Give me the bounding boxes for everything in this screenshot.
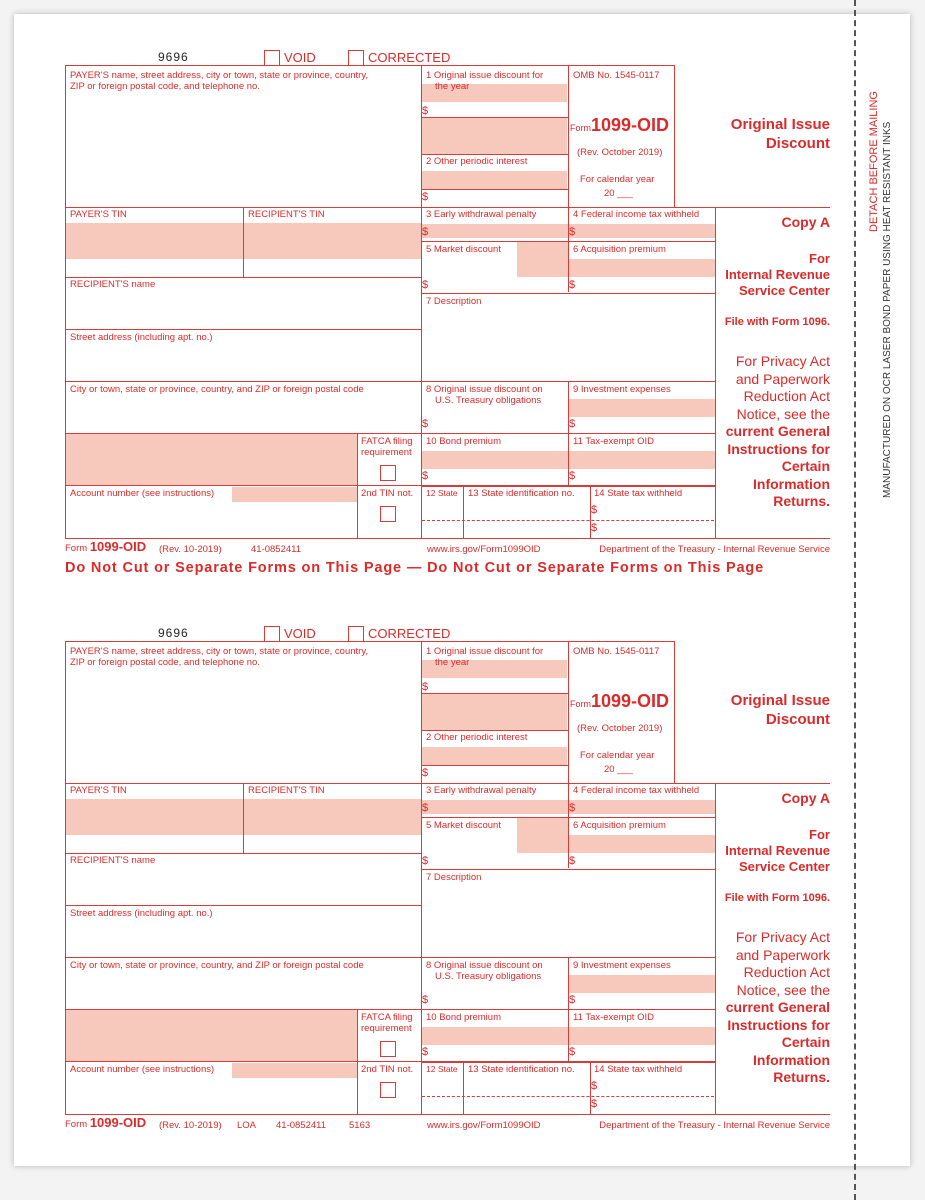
box2-field[interactable] <box>422 747 567 765</box>
fatca-label: FATCA filing <box>361 436 413 447</box>
fatca-label: FATCA filing <box>361 1012 413 1023</box>
omb-number: OMB No. 1545-0117 <box>573 70 660 81</box>
box11-label: 11 Tax-exempt OID <box>573 1012 654 1023</box>
rule <box>421 241 715 242</box>
void-checkbox[interactable] <box>264 50 280 66</box>
footer-form-name: 1099-OID <box>89 1115 147 1130</box>
form-code: 9696 <box>158 626 189 640</box>
dollar-sign: $ <box>422 767 429 779</box>
file-with: File with Form 1096. <box>724 892 830 904</box>
dollar-sign: $ <box>569 994 576 1006</box>
footer-form-name: 1099-OID <box>89 539 147 554</box>
rule <box>65 538 830 539</box>
account-number-field[interactable] <box>232 1063 357 1078</box>
box5-field[interactable] <box>517 817 568 853</box>
dollar-sign: $ <box>569 855 576 867</box>
dollar-sign: $ <box>569 802 576 814</box>
dollar-sign: $ <box>422 470 429 482</box>
street-label: Street address (including apt. no.) <box>70 908 213 919</box>
box9-field[interactable] <box>569 975 715 993</box>
rule <box>421 154 568 155</box>
rule <box>421 293 715 294</box>
dollar-sign: $ <box>569 418 576 430</box>
box5-label: 5 Market discount <box>426 244 501 255</box>
box12-label: 12 State <box>426 488 458 498</box>
dollar-sign: $ <box>569 279 576 291</box>
perforation-line[interactable] <box>854 0 856 1200</box>
box8-label-2: U.S. Treasury obligations <box>435 395 542 406</box>
privacy-bold-line: Returns. <box>773 493 830 509</box>
dollar-sign: $ <box>422 802 429 814</box>
rule <box>65 853 421 854</box>
rule <box>243 207 244 277</box>
second-tin-label: 2nd TIN not. <box>361 488 414 499</box>
rule <box>715 207 716 538</box>
form-word: Form <box>570 699 591 709</box>
city-label: City or town, state or province, country, and ZIP or foreign postal code <box>70 960 364 971</box>
rule <box>422 520 714 522</box>
box8-label: 8 Original issue discount on <box>426 384 543 395</box>
rule <box>421 869 715 870</box>
form-title-2: Discount <box>765 711 830 728</box>
box3-field[interactable] <box>422 800 568 814</box>
rule <box>421 641 422 1114</box>
fatca-label-2: requirement <box>361 447 412 458</box>
account-number-field[interactable] <box>232 487 357 502</box>
file-with: File with Form 1096. <box>724 316 830 328</box>
corrected-checkbox[interactable] <box>348 626 364 642</box>
form-1099-oid-top <box>65 50 830 555</box>
void-checkbox[interactable] <box>264 626 280 642</box>
recipient-tin-label: RECIPIENT'S TIN <box>248 785 325 796</box>
dollar-sign: $ <box>422 855 429 867</box>
box13-label: 13 State identification no. <box>468 488 575 499</box>
box2-field[interactable] <box>422 171 567 189</box>
rule <box>65 957 715 958</box>
box4-label: 4 Federal income tax withheld <box>573 785 700 796</box>
fatca-checkbox[interactable] <box>380 1041 396 1057</box>
revision-date: (Rev. October 2019) <box>577 723 663 734</box>
box13-label: 13 State identification no. <box>468 1064 575 1075</box>
box1-amount-field[interactable] <box>422 694 567 730</box>
box3-label: 3 Early withdrawal penalty <box>426 785 537 796</box>
rule <box>674 65 675 207</box>
footer-revision: (Rev. 10-2019) <box>159 544 222 555</box>
footer-catalog: 41-0852411 <box>276 1120 327 1131</box>
rule <box>421 486 715 487</box>
rule <box>65 1009 421 1010</box>
rule <box>421 189 568 190</box>
footer-form-word: Form <box>65 543 88 554</box>
payer-label: PAYER'S name, street address, city or town, state or province, country, <box>70 646 369 657</box>
footer-department: Department of the Treasury - Internal Revenue Service <box>599 544 830 555</box>
box4-field[interactable] <box>569 224 715 238</box>
void-label: VOID <box>284 626 316 641</box>
second-tin-checkbox[interactable] <box>380 1082 396 1098</box>
privacy-bold-line: Instructions for <box>727 1016 830 1033</box>
dollar-sign: $ <box>591 1098 598 1110</box>
dollar-sign: $ <box>591 504 598 516</box>
privacy-bold-line: Information <box>753 1051 830 1068</box>
box9-label: 9 Investment expenses <box>573 384 671 395</box>
form-name <box>570 691 669 711</box>
payer-label-2: ZIP or foreign postal code, and telephone no. <box>70 657 260 668</box>
box3-label: 3 Early withdrawal penalty <box>426 209 537 220</box>
privacy-bold-line: Information <box>753 475 830 492</box>
privacy-line: Reduction Act <box>743 964 830 980</box>
box9-label: 9 Investment expenses <box>573 960 671 971</box>
form-title-1: Original Issue <box>730 116 830 133</box>
privacy-bold-line: current General <box>725 423 830 439</box>
privacy-bold-line: Instructions for <box>727 440 830 457</box>
form-code: 9696 <box>158 50 189 64</box>
fatca-checkbox[interactable] <box>380 465 396 481</box>
box11-field[interactable] <box>569 1027 715 1045</box>
box12-label: 12 State <box>426 1064 458 1074</box>
account-label: Account number (see instructions) <box>70 488 215 499</box>
dollar-sign: $ <box>422 681 429 693</box>
rule <box>421 765 568 766</box>
dollar-sign: $ <box>422 279 429 291</box>
revision-date: (Rev. October 2019) <box>577 147 663 158</box>
privacy-line: and Paperwork <box>735 946 830 963</box>
box11-label: 11 Tax-exempt OID <box>573 436 654 447</box>
recipient-name-label: RECIPIENT'S name <box>70 279 156 290</box>
recipient-tin-label: RECIPIENT'S TIN <box>248 209 325 220</box>
rule <box>421 65 422 538</box>
rule <box>568 641 569 868</box>
box10-field[interactable] <box>422 451 568 469</box>
privacy-bold-line: Certain <box>781 458 830 474</box>
calendar-year-value: 20 ___ <box>604 764 634 775</box>
copy-a: Copy A <box>781 790 830 806</box>
dollar-sign: $ <box>422 226 429 238</box>
calendar-year-label: For calendar year <box>580 750 655 761</box>
footer-form <box>65 541 146 554</box>
city-label: City or town, state or province, country, and ZIP or foreign postal code <box>70 384 364 395</box>
rule <box>421 1062 715 1063</box>
dollar-sign: $ <box>422 191 429 203</box>
rule <box>65 65 66 538</box>
for-label: For <box>809 827 830 842</box>
box11-field[interactable] <box>569 451 715 469</box>
box7-label: 7 Description <box>426 872 482 883</box>
box5-label: 5 Market discount <box>426 820 501 831</box>
rule <box>421 117 568 118</box>
dollar-sign: $ <box>422 1046 429 1058</box>
rule <box>65 433 421 434</box>
box1-label-2: the year <box>435 657 470 668</box>
box14-label: 14 State tax withheld <box>594 488 683 499</box>
rule <box>568 65 569 292</box>
second-tin-checkbox[interactable] <box>380 506 396 522</box>
do-not-cut-notice: Do Not Cut or Separate Forms on This Page — Do Not Cut or Separate Forms on This Page <box>65 560 765 576</box>
rule <box>463 1062 464 1114</box>
irs-line-1: Internal Revenue <box>725 267 830 282</box>
manufacturing-notice: MANUFACTURED ON OCR LASER BOND PAPER USING HEAT RESISTANT INKS <box>882 121 893 498</box>
form-title-2: Discount <box>765 135 830 152</box>
fatca-area-field[interactable] <box>66 1010 358 1062</box>
void-label: VOID <box>284 50 316 65</box>
privacy-bold-line: Certain <box>781 1034 830 1050</box>
rule <box>65 329 421 330</box>
payer-tin-field[interactable] <box>66 799 243 835</box>
rule <box>65 905 421 906</box>
box6-field[interactable] <box>569 259 715 277</box>
payer-tin-field[interactable] <box>66 223 243 259</box>
account-label: Account number (see instructions) <box>70 1064 215 1075</box>
dollar-sign: $ <box>591 1080 598 1092</box>
box1-label: 1 Original issue discount for <box>426 646 544 657</box>
box6-label: 6 Acquisition premium <box>573 244 666 255</box>
calendar-year-value: 20 ___ <box>604 188 634 199</box>
dollar-sign: $ <box>422 994 429 1006</box>
privacy-line: Notice, see the <box>736 405 830 422</box>
irs-line-2: Service Center <box>738 283 830 298</box>
corrected-checkbox[interactable] <box>348 50 364 66</box>
box1-amount-field[interactable] <box>422 118 567 154</box>
omb-number: OMB No. 1545-0117 <box>573 646 660 657</box>
privacy-bold-line: current General <box>725 999 830 1015</box>
form-title-1: Original Issue <box>730 692 830 709</box>
street-label: Street address (including apt. no.) <box>70 332 213 343</box>
rule <box>463 486 464 538</box>
rule <box>421 693 568 694</box>
payer-tin-label: PAYER'S TIN <box>70 209 127 220</box>
second-tin-label: 2nd TIN not. <box>361 1064 414 1075</box>
payer-label: PAYER'S name, street address, city or town, state or province, country, <box>70 70 369 81</box>
rule <box>674 641 675 783</box>
box4-field[interactable] <box>569 800 715 814</box>
box7-label: 7 Description <box>426 296 482 307</box>
rule <box>421 817 715 818</box>
form-name-large: 1099-OID <box>591 691 670 711</box>
fatca-label-2: requirement <box>361 1023 412 1034</box>
recipient-tin-field[interactable] <box>244 223 421 259</box>
recipient-name-label: RECIPIENT'S name <box>70 855 156 866</box>
rule <box>65 641 66 1114</box>
payer-label-2: ZIP or foreign postal code, and telephone no. <box>70 81 260 92</box>
dollar-sign: $ <box>422 418 429 430</box>
privacy-line: Reduction Act <box>743 388 830 404</box>
rule <box>65 65 675 66</box>
rule <box>715 783 716 1114</box>
irs-line-2: Service Center <box>738 859 830 874</box>
box4-label: 4 Federal income tax withheld <box>573 209 700 220</box>
footer-form-word: Form <box>65 1119 88 1130</box>
box5-field[interactable] <box>517 241 568 277</box>
copy-a: Copy A <box>781 214 830 230</box>
box2-label: 2 Other periodic interest <box>426 732 528 743</box>
dollar-sign: $ <box>422 105 429 117</box>
privacy-line: For Privacy Act <box>735 353 830 369</box>
rule <box>65 207 830 208</box>
box8-label-2: U.S. Treasury obligations <box>435 971 542 982</box>
dollar-sign: $ <box>569 470 576 482</box>
rule <box>422 1096 714 1098</box>
box6-label: 6 Acquisition premium <box>573 820 666 831</box>
box10-label: 10 Bond premium <box>426 1012 501 1023</box>
form-1099-oid-bottom <box>65 626 830 1131</box>
box2-label: 2 Other periodic interest <box>426 156 528 167</box>
box1-label-2: the year <box>435 81 470 92</box>
rule <box>65 381 715 382</box>
rule <box>65 641 675 642</box>
privacy-line: and Paperwork <box>735 370 830 387</box>
rule <box>65 783 830 784</box>
fatca-area-field[interactable] <box>66 434 358 486</box>
detach-notice: DETACH BEFORE MAILING <box>868 91 880 232</box>
box6-field[interactable] <box>569 835 715 853</box>
privacy-line: For Privacy Act <box>735 929 830 945</box>
box1-label: 1 Original issue discount for <box>426 70 544 81</box>
calendar-year-label: For calendar year <box>580 174 655 185</box>
rule <box>243 783 244 853</box>
recipient-tin-field[interactable] <box>244 799 421 835</box>
box3-field[interactable] <box>422 224 568 238</box>
for-label: For <box>809 251 830 266</box>
footer-department: Department of the Treasury - Internal Revenue Service <box>599 1120 830 1131</box>
rule <box>421 730 568 731</box>
footer-loa: LOA <box>237 1120 257 1131</box>
form-name-large: 1099-OID <box>591 115 670 135</box>
privacy-line: Notice, see the <box>736 981 830 998</box>
box10-label: 10 Bond premium <box>426 436 501 447</box>
footer-catalog: 41-0852411 <box>251 544 302 555</box>
form-word: Form <box>570 123 591 133</box>
irs-line-1: Internal Revenue <box>725 843 830 858</box>
footer-number: 5163 <box>349 1120 371 1131</box>
box14-label: 14 State tax withheld <box>594 1064 683 1075</box>
box8-label: 8 Original issue discount on <box>426 960 543 971</box>
box10-field[interactable] <box>422 1027 568 1045</box>
dollar-sign: $ <box>569 226 576 238</box>
footer-revision: (Rev. 10-2019) <box>159 1120 222 1131</box>
corrected-label: CORRECTED <box>368 50 451 65</box>
payer-tin-label: PAYER'S TIN <box>70 785 127 796</box>
footer-form <box>65 1117 146 1130</box>
box9-field[interactable] <box>569 399 715 417</box>
privacy-bold-line: Returns. <box>773 1069 830 1085</box>
footer-url: www.irs.gov/Form1099OID <box>427 544 541 555</box>
dollar-sign: $ <box>569 1046 576 1058</box>
dollar-sign: $ <box>591 522 598 534</box>
rule <box>65 1114 830 1115</box>
form-name <box>570 115 669 135</box>
rule <box>65 277 421 278</box>
corrected-label: CORRECTED <box>368 626 451 641</box>
footer-url: www.irs.gov/Form1099OID <box>427 1120 541 1131</box>
